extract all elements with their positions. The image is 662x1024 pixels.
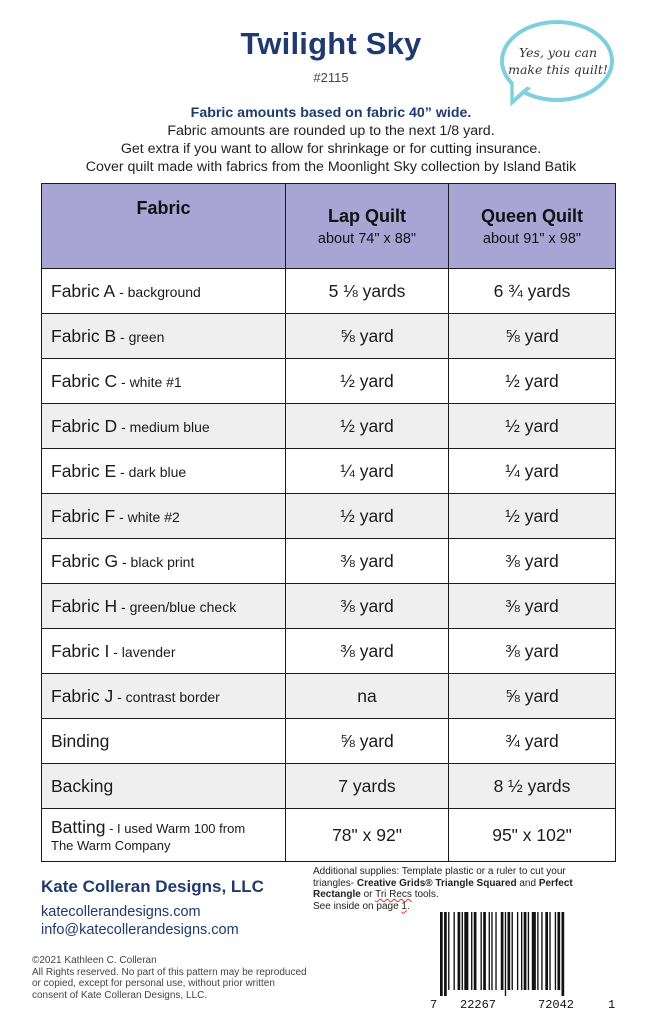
header-fabric: Fabric: [42, 184, 286, 269]
lap-amount: na: [286, 674, 449, 719]
queen-amount: ¾ yard: [449, 719, 616, 764]
barcode-bar: [495, 912, 496, 990]
barcode-bar: [462, 912, 463, 990]
barcode-bar: [454, 912, 455, 990]
queen-amount: 95" x 102": [449, 809, 616, 862]
table-row: Fabric C - white #1 ½ yard ½ yard: [42, 359, 616, 404]
lap-amount: ⅝ yard: [286, 719, 449, 764]
barcode-bar: [528, 912, 529, 990]
lap-amount: 78" x 92": [286, 809, 449, 862]
barcode-bar: [471, 912, 472, 990]
intro-line-3: Get extra if you want to allow for shrinkage or for cutting insurance.: [120, 141, 542, 157]
queen-amount: ¼ yard: [449, 449, 616, 494]
bubble-line-2: make this quilt!: [508, 62, 608, 77]
queen-amount: ½ yard: [449, 494, 616, 539]
table-row: Fabric A - background 5 ⅛ yards 6 ¾ yards: [42, 269, 616, 314]
queen-amount: 8 ½ yards: [449, 764, 616, 809]
barcode-bar: [545, 912, 548, 990]
queen-amount: ⅜ yard: [449, 629, 616, 674]
pattern-title: Twilight Sky: [240, 26, 422, 61]
barcode-bar: [537, 912, 538, 990]
barcode-bar: [562, 912, 565, 996]
table-row: Fabric G - black print ⅜ yard ⅜ yard: [42, 539, 616, 584]
lap-amount: ½ yard: [286, 359, 449, 404]
bubble-line-1: Yes, you can: [518, 45, 598, 60]
barcode-bar: [464, 912, 468, 990]
queen-amount: ⅜ yard: [449, 539, 616, 584]
barcode-bar: [448, 912, 449, 990]
barcode-bar: [444, 912, 447, 996]
queen-amount: ⅝ yard: [449, 674, 616, 719]
barcode-bar: [517, 912, 518, 990]
table-row: Fabric D - medium blue ½ yard ½ yard: [42, 404, 616, 449]
table-row: Fabric J - contrast border na ⅝ yard: [42, 674, 616, 719]
lap-amount: 7 yards: [286, 764, 449, 809]
queen-amount: ½ yard: [449, 404, 616, 449]
header-lap-quilt: [286, 184, 449, 269]
queen-amount: ½ yard: [449, 359, 616, 404]
barcode-bar: [512, 912, 513, 990]
copyright-notice: ©2021 Kathleen C. Colleran All Rights reserved. No part of this pattern may be reproduced or copied, except for personal use, without prior written consent of Kate Colleran Designs, LLC.: [32, 955, 307, 1001]
table-row: Binding ⅝ yard ¾ yard: [42, 719, 616, 764]
lap-amount: ½ yard: [286, 404, 449, 449]
barcode-bar: [549, 912, 550, 990]
queen-amount: 6 ¾ yards: [449, 269, 616, 314]
table-row: Fabric E - dark blue ¼ yard ¼ yard: [42, 449, 616, 494]
barcode-bar: [541, 912, 542, 990]
speech-bubble-text: [506, 44, 610, 78]
barcode-bar: [557, 912, 560, 990]
barcode-bar: [474, 912, 477, 990]
barcode-bars: [430, 912, 618, 996]
barcode-bar: [481, 912, 482, 990]
queen-quilt-size: about 91" x 98": [482, 230, 582, 247]
lap-amount: ½ yard: [286, 494, 449, 539]
company-name: Kate Colleran Designs, LLC: [41, 877, 264, 896]
barcode-bar: [505, 912, 506, 996]
table-row: Fabric I - lavender ⅜ yard ⅜ yard: [42, 629, 616, 674]
lap-quilt-size: about 74" x 88": [317, 230, 417, 247]
lap-amount: ⅜ yard: [286, 584, 449, 629]
barcode-bar: [489, 912, 490, 990]
table-row: Fabric F - white #2 ½ yard ½ yard: [42, 494, 616, 539]
lap-amount: ⅜ yard: [286, 629, 449, 674]
intro-line-1: Fabric amounts based on fabric 40” wide.: [190, 105, 472, 121]
barcode-bar: [501, 912, 504, 990]
lap-amount: ¼ yard: [286, 449, 449, 494]
table-row: Batting - I used Warm 100 from The Warm Company 78" x 92" 95" x 102": [42, 809, 616, 862]
lap-amount: ⅜ yard: [286, 539, 449, 584]
barcode-bar: [532, 912, 536, 990]
barcode-bar: [440, 912, 443, 996]
queen-amount: ⅝ yard: [449, 314, 616, 359]
barcode-bar: [508, 912, 511, 990]
lap-quilt-label: Lap Quilt: [328, 205, 406, 226]
upc-barcode: [430, 912, 618, 1016]
table-header-row: [42, 184, 616, 269]
barcode-bar: [555, 912, 556, 990]
website-link[interactable]: katecollerandesigns.com: [41, 904, 201, 920]
barcode-bar: [524, 912, 527, 990]
table-row: Fabric B - green ⅝ yard ⅝ yard: [42, 314, 616, 359]
queen-quilt-label: Queen Quilt: [480, 205, 583, 226]
lap-amount: ⅝ yard: [286, 314, 449, 359]
barcode-bar: [483, 912, 486, 990]
lap-amount: 5 ⅛ yards: [286, 269, 449, 314]
pattern-code: #2115: [313, 70, 349, 85]
header-queen-quilt: [449, 184, 616, 269]
email-link[interactable]: info@katecollerandesigns.com: [41, 922, 239, 938]
queen-amount: ⅜ yard: [449, 584, 616, 629]
barcode-bar: [458, 912, 461, 990]
additional-supplies: Additional supplies: Template plastic or a ruler to cut your triangles- Creative Grids® Triangle Squared and Perfect Rectangle or Tri Recs tools. See inside on page 1.: [313, 866, 573, 912]
barcode-bar: [491, 912, 492, 990]
intro-text: [0, 104, 662, 176]
intro-line-4: Cover quilt made with fabrics from the Moonlight Sky collection by Island Batik: [85, 159, 577, 175]
table-row: Backing 7 yards 8 ½ yards: [42, 764, 616, 809]
table-row: Fabric H - green/blue check ⅜ yard ⅜ yard: [42, 584, 616, 629]
barcode-digits: 7 22267 72042 1: [430, 998, 616, 1012]
fabric-table: [41, 183, 616, 862]
barcode-bar: [521, 912, 522, 990]
intro-line-2: Fabric amounts are rounded up to the next 1/8 yard.: [167, 123, 495, 139]
